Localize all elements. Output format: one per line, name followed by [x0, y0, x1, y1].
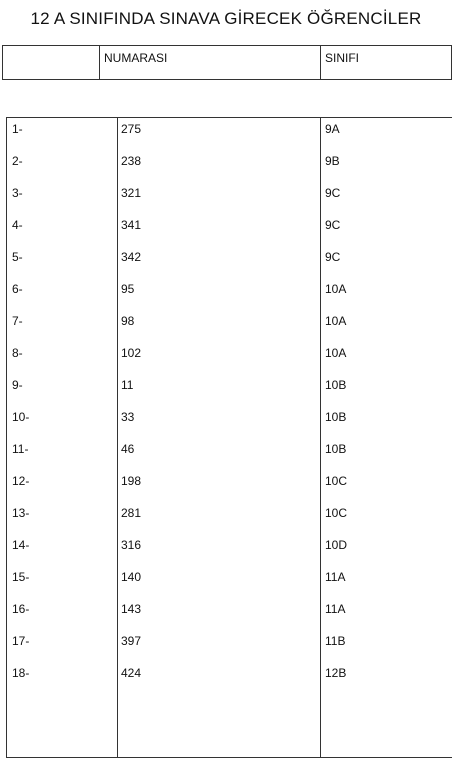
table-row [7, 502, 452, 534]
table-row [7, 598, 452, 630]
student-number: 143 [121, 602, 142, 616]
student-number: 341 [121, 218, 142, 232]
student-number: 102 [121, 346, 142, 360]
table-row [7, 566, 452, 598]
student-class: 10A [325, 314, 347, 328]
row-index: 11- [12, 442, 29, 456]
table-row [7, 438, 452, 470]
row-index: 8- [12, 346, 23, 360]
table-row [7, 342, 452, 374]
row-index: 3- [12, 186, 23, 200]
table-row [7, 310, 452, 342]
page-title: 12 A SINIFINDA SINAVA GİRECEK ÖĞRENCİLER [30, 9, 422, 28]
table-row [7, 150, 452, 182]
student-class: 11B [325, 634, 346, 648]
student-table [6, 117, 452, 758]
student-class: 10A [325, 282, 347, 296]
student-number: 424 [121, 666, 142, 680]
row-index: 4- [12, 218, 23, 232]
student-class: 10B [325, 378, 347, 392]
student-class: 9C [325, 186, 341, 200]
student-class: 9C [325, 218, 341, 232]
student-number: 275 [121, 122, 142, 136]
student-class: 10C [325, 474, 348, 488]
student-class: 12B [325, 666, 347, 680]
student-number: 11 [121, 378, 134, 392]
student-class: 11A [325, 602, 346, 616]
table-row [7, 630, 452, 662]
student-number: 281 [121, 506, 142, 520]
header-table [2, 45, 452, 80]
student-number: 238 [121, 154, 142, 168]
student-number: 46 [121, 442, 135, 456]
table-row [7, 182, 452, 214]
row-index: 5- [12, 250, 23, 264]
student-number: 98 [121, 314, 135, 328]
row-index: 9- [12, 378, 23, 392]
student-number: 140 [121, 570, 142, 584]
row-index: 18- [12, 666, 30, 680]
table-row [7, 278, 452, 310]
student-class: 11A [325, 570, 346, 584]
row-index: 13- [12, 506, 30, 520]
student-class: 10D [325, 538, 348, 552]
student-number: 198 [121, 474, 142, 488]
header-col-number: NUMARASI [99, 46, 320, 79]
table-row [7, 374, 452, 406]
student-number: 95 [121, 282, 135, 296]
row-index: 7- [12, 314, 23, 328]
table-row [7, 246, 452, 278]
student-number: 321 [121, 186, 142, 200]
student-number: 33 [121, 410, 135, 424]
row-index: 10- [12, 410, 30, 424]
student-class: 10B [325, 442, 347, 456]
row-index: 17- [12, 634, 30, 648]
row-index: 1- [12, 122, 23, 136]
student-class: 9B [325, 154, 340, 168]
table-row [7, 118, 452, 150]
student-class: 10A [325, 346, 347, 360]
student-class: 9A [325, 122, 340, 136]
row-index: 15- [12, 570, 30, 584]
student-class: 10B [325, 410, 347, 424]
student-class: 10C [325, 506, 348, 520]
table-row [7, 662, 452, 694]
table-row [7, 534, 452, 566]
row-index: 14- [12, 538, 30, 552]
student-number: 316 [121, 538, 142, 552]
row-index: 2- [12, 154, 23, 168]
header-col-class: SINIFI [320, 46, 451, 79]
student-class: 9C [325, 250, 341, 264]
row-index: 6- [12, 282, 23, 296]
header-col-index [3, 46, 99, 79]
table-row [7, 406, 452, 438]
row-index: 12- [12, 474, 30, 488]
table-row [7, 470, 452, 502]
student-number: 342 [121, 250, 142, 264]
table-row [7, 214, 452, 246]
student-number: 397 [121, 634, 142, 648]
row-index: 16- [12, 602, 30, 616]
